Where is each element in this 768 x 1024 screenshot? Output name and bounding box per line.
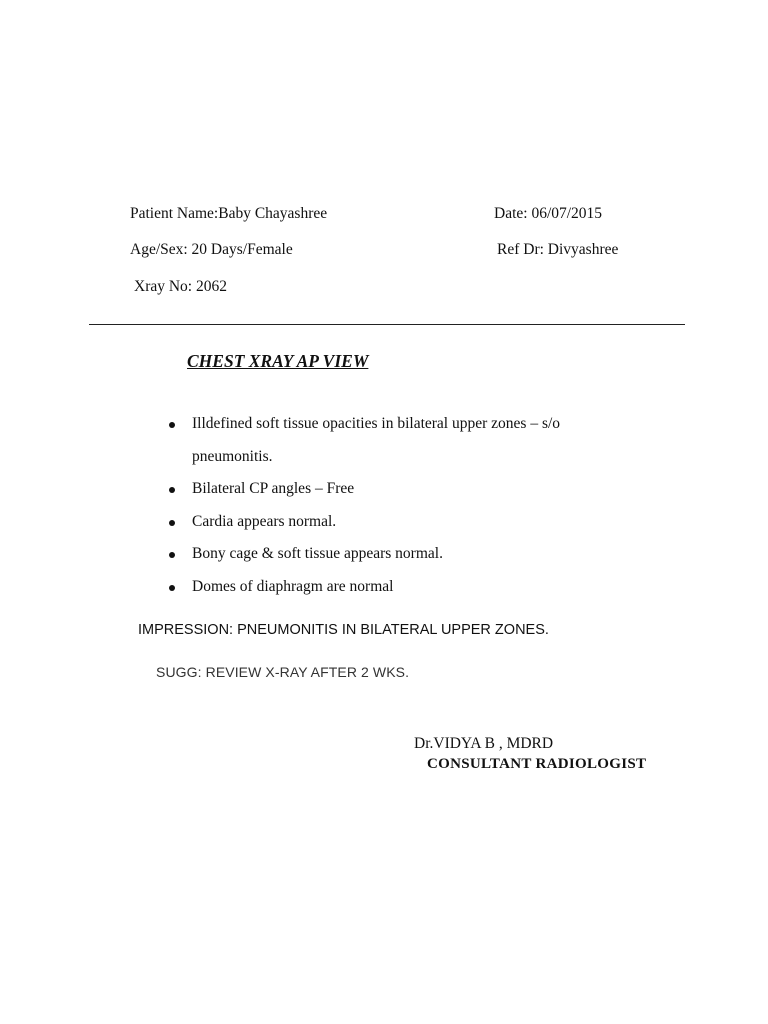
finding-text: Cardia appears normal.: [192, 512, 337, 530]
report-date: Date: 06/07/2015: [494, 205, 603, 222]
patient-name: Patient Name:Baby Chayashree: [130, 205, 328, 222]
finding-text: Bony cage & soft tissue appears normal.: [192, 545, 443, 562]
doctor-name: Dr.VIDYA B , MDRD: [414, 735, 554, 752]
report-title: CHEST XRAY AP VIEW: [187, 351, 369, 371]
finding-text: Illdefined soft tissue opacities in bilateral upper zones – s/o: [192, 415, 561, 432]
finding-item: [160, 571, 560, 604]
finding-item: [160, 408, 560, 473]
finding-text: Bilateral CP angles – Free: [192, 480, 355, 497]
age-sex: Age/Sex: 20 Days/Female: [130, 241, 293, 258]
referring-doctor: Ref Dr: Divyashree: [497, 241, 619, 258]
doctor-title: CONSULTANT RADIOLOGIST: [427, 756, 647, 772]
bullet-icon: [169, 585, 175, 591]
finding-text: Domes of diaphragm are normal: [192, 577, 394, 595]
header-divider: [89, 324, 685, 325]
finding-item: [160, 473, 560, 506]
finding-text-continued: pneumonitis.: [192, 447, 273, 465]
bullet-icon: [169, 422, 175, 428]
impression: IMPRESSION: PNEUMONITIS IN BILATERAL UPPER ZONES.: [138, 622, 549, 638]
finding-item: [160, 538, 560, 571]
suggestion: SUGG: REVIEW X-RAY AFTER 2 WKS.: [156, 664, 410, 680]
finding-item: [160, 506, 560, 539]
bullet-icon: [169, 487, 175, 493]
findings-list: [160, 408, 560, 603]
bullet-icon: [169, 520, 175, 526]
bullet-icon: [169, 552, 175, 558]
xray-number: Xray No: 2062: [134, 278, 227, 295]
